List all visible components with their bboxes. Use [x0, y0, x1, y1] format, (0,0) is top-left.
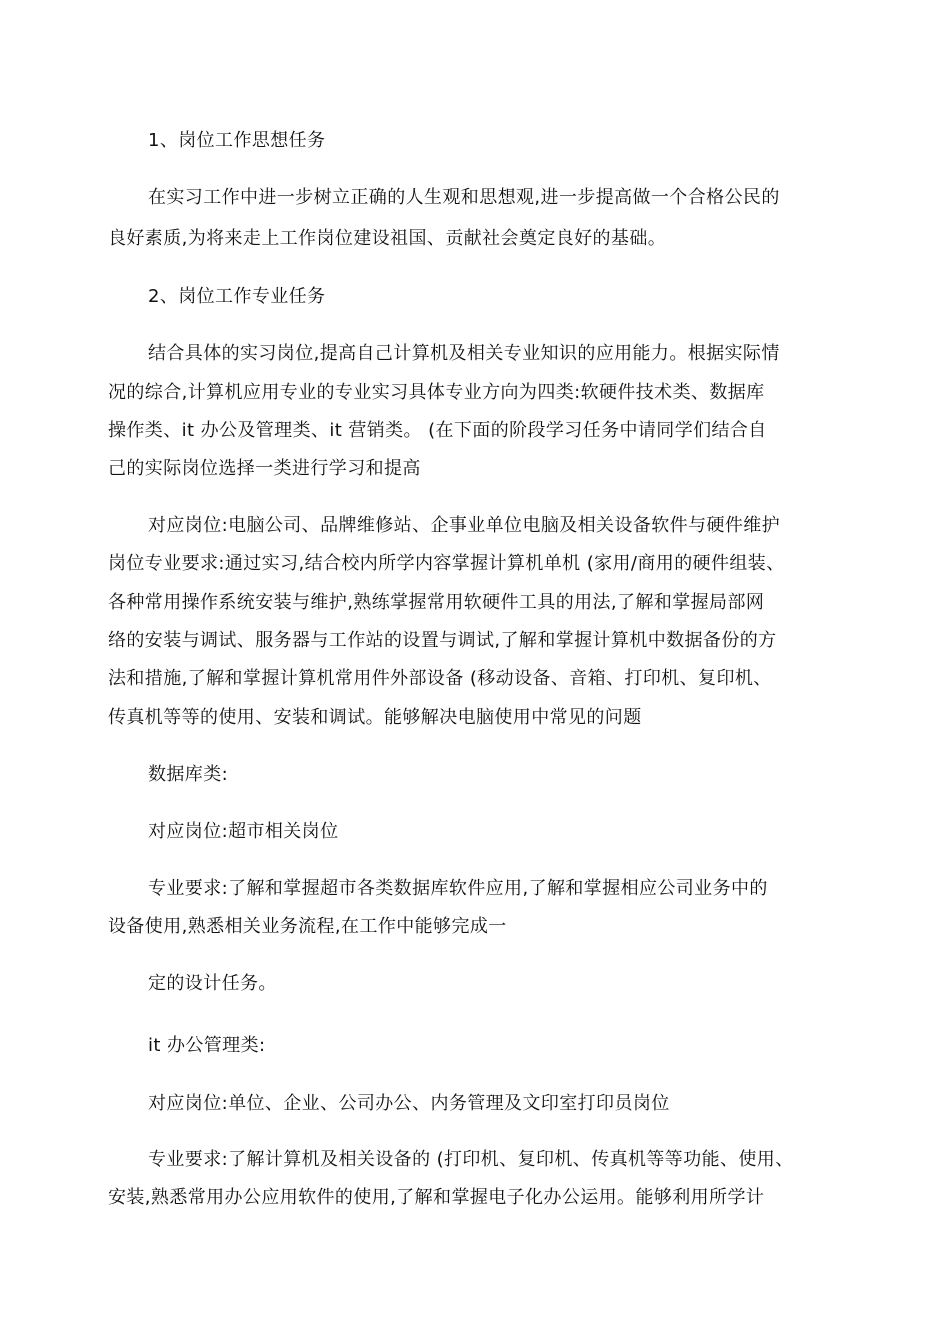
- paragraph-line: 定的设计任务。: [148, 973, 277, 994]
- paragraph-line: 对应岗位:电脑公司、品牌维修站、企事业单位电脑及相关设备软件与硬件维护: [148, 515, 781, 536]
- paragraph-line: 络的安装与调试、服务器与工作站的设置与调试,了解和掌握计算机中数据备份的方: [108, 630, 777, 651]
- subheading-database: 数据库类:: [148, 764, 229, 785]
- paragraph-line: 专业要求:了解计算机及相关设备的 (打印机、复印机、传真机等等功能、使用、: [148, 1149, 794, 1170]
- paragraph-line: 设备使用,熟悉相关业务流程,在工作中能够完成一: [108, 916, 507, 937]
- paragraph-line: 在实习工作中进一步树立正确的人生观和思想观,进一步提高做一个合格公民的: [148, 187, 780, 208]
- paragraph-line: 况的综合,计算机应用专业的专业实习具体专业方向为四类:软硬件技术类、数据库: [108, 382, 765, 403]
- section-heading-1: 1、岗位工作思想任务: [148, 130, 326, 151]
- paragraph-line: 操作类、it 办公及管理类、it 营销类。 (在下面的阶段学习任务中请同学们结合自: [108, 420, 767, 441]
- paragraph-line: 对应岗位:单位、企业、公司办公、内务管理及文印室打印员岗位: [148, 1093, 670, 1114]
- paragraph-line: 法和措施,了解和掌握计算机常用件外部设备 (移动设备、音箱、打印机、复印机、: [108, 668, 772, 689]
- subheading-it-office: it 办公管理类:: [148, 1035, 266, 1056]
- paragraph-line: 结合具体的实习岗位,提高自己计算机及相关专业知识的应用能力。根据实际情: [148, 343, 780, 364]
- section-heading-2: 2、岗位工作专业任务: [148, 286, 326, 307]
- paragraph-line: 各种常用操作系统安装与维护,熟练掌握常用软硬件工具的用法,了解和掌握局部网: [108, 592, 765, 613]
- paragraph-line: 己的实际岗位选择一类进行学习和提高: [108, 458, 421, 479]
- paragraph-line: 传真机等等的使用、安装和调试。能够解决电脑使用中常见的问题: [108, 707, 642, 728]
- paragraph-line: 岗位专业要求:通过实习,结合校内所学内容掌握计算机单机 (家用/商用的硬件组装、: [108, 553, 785, 574]
- paragraph-line: 专业要求:了解和掌握超市各类数据库软件应用,了解和掌握相应公司业务中的: [148, 878, 768, 899]
- paragraph-line: 安装,熟悉常用办公应用软件的使用,了解和掌握电子化办公运用。能够利用所学计: [108, 1187, 765, 1208]
- paragraph-line: 良好素质,为将来走上工作岗位建设祖国、贡献社会奠定良好的基础。: [108, 228, 667, 249]
- paragraph-line: 对应岗位:超市相关岗位: [148, 821, 339, 842]
